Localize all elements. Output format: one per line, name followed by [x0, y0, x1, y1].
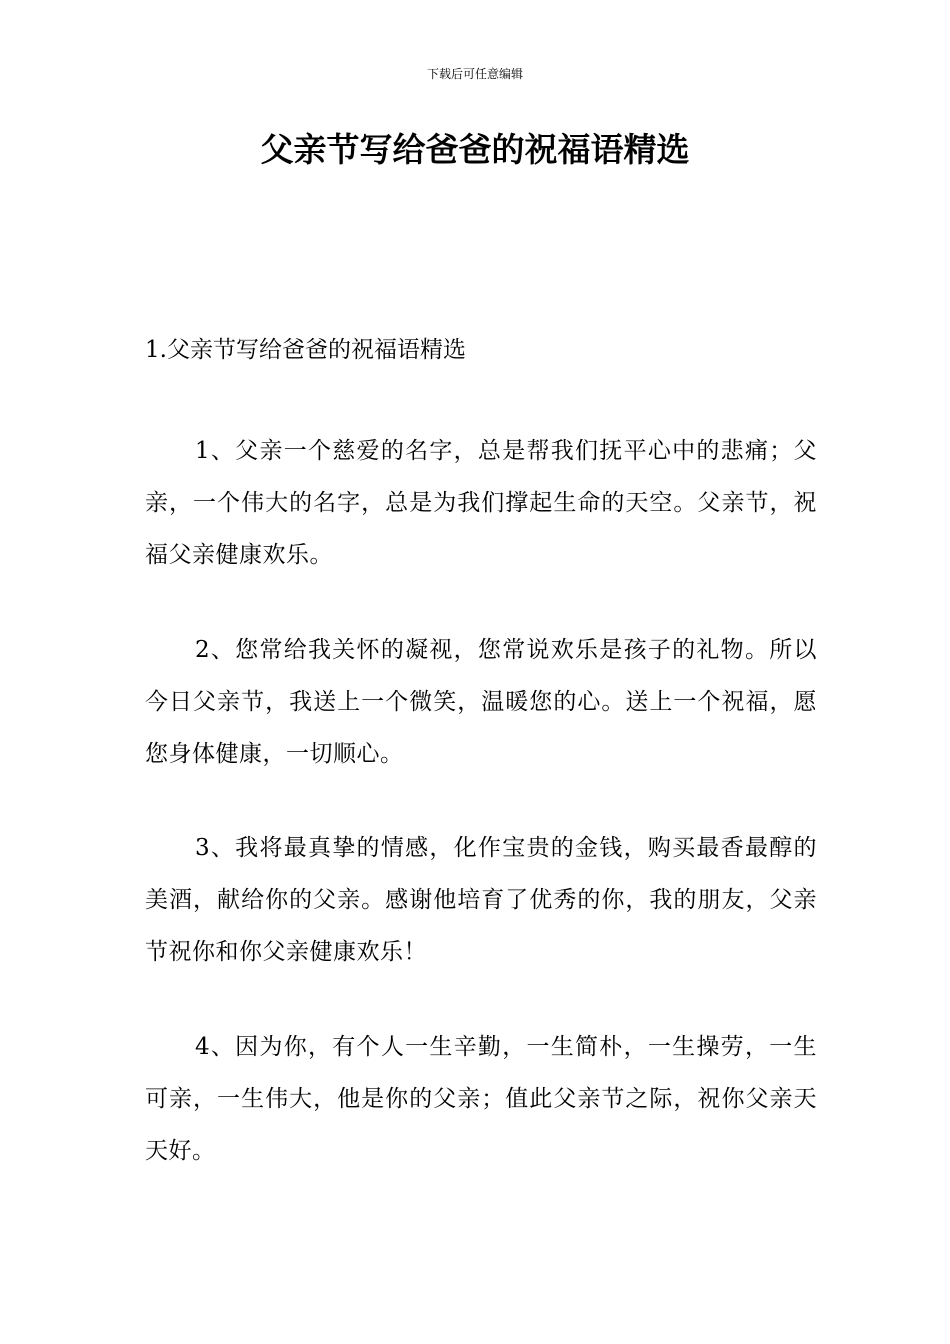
paragraph-2: 2、您常给我关怀的凝视，您常说欢乐是孩子的礼物。所以今日父亲节，我送上一个微笑，温暖您的心。送上一个祝福，愿您身体健康，一切顺心。: [145, 637, 817, 767]
section-heading: 1.父亲节写给爸爸的祝福语精选: [145, 337, 466, 363]
paragraph-3: 3、我将最真挚的情感，化作宝贵的金钱，购买最香最醇的美酒，献给你的父亲。感谢他培育了优秀的你，我的朋友，父亲节祝你和你父亲健康欢乐！: [145, 835, 817, 965]
header-note: 下载后可任意编辑: [426, 67, 523, 81]
paragraph-4: 4、因为你，有个人一生辛勤，一生简朴，一生操劳，一生可亲，一生伟大，他是你的父亲；值此父亲节之际，祝你父亲天天好。: [145, 1034, 817, 1164]
document-title: 父亲节写给爸爸的祝福语精选: [260, 130, 690, 169]
paragraph-1: 1、父亲一个慈爱的名字，总是帮我们抚平心中的悲痛；父亲，一个伟大的名字，总是为我们撑起生命的天空。父亲节，祝福父亲健康欢乐。: [145, 438, 817, 568]
